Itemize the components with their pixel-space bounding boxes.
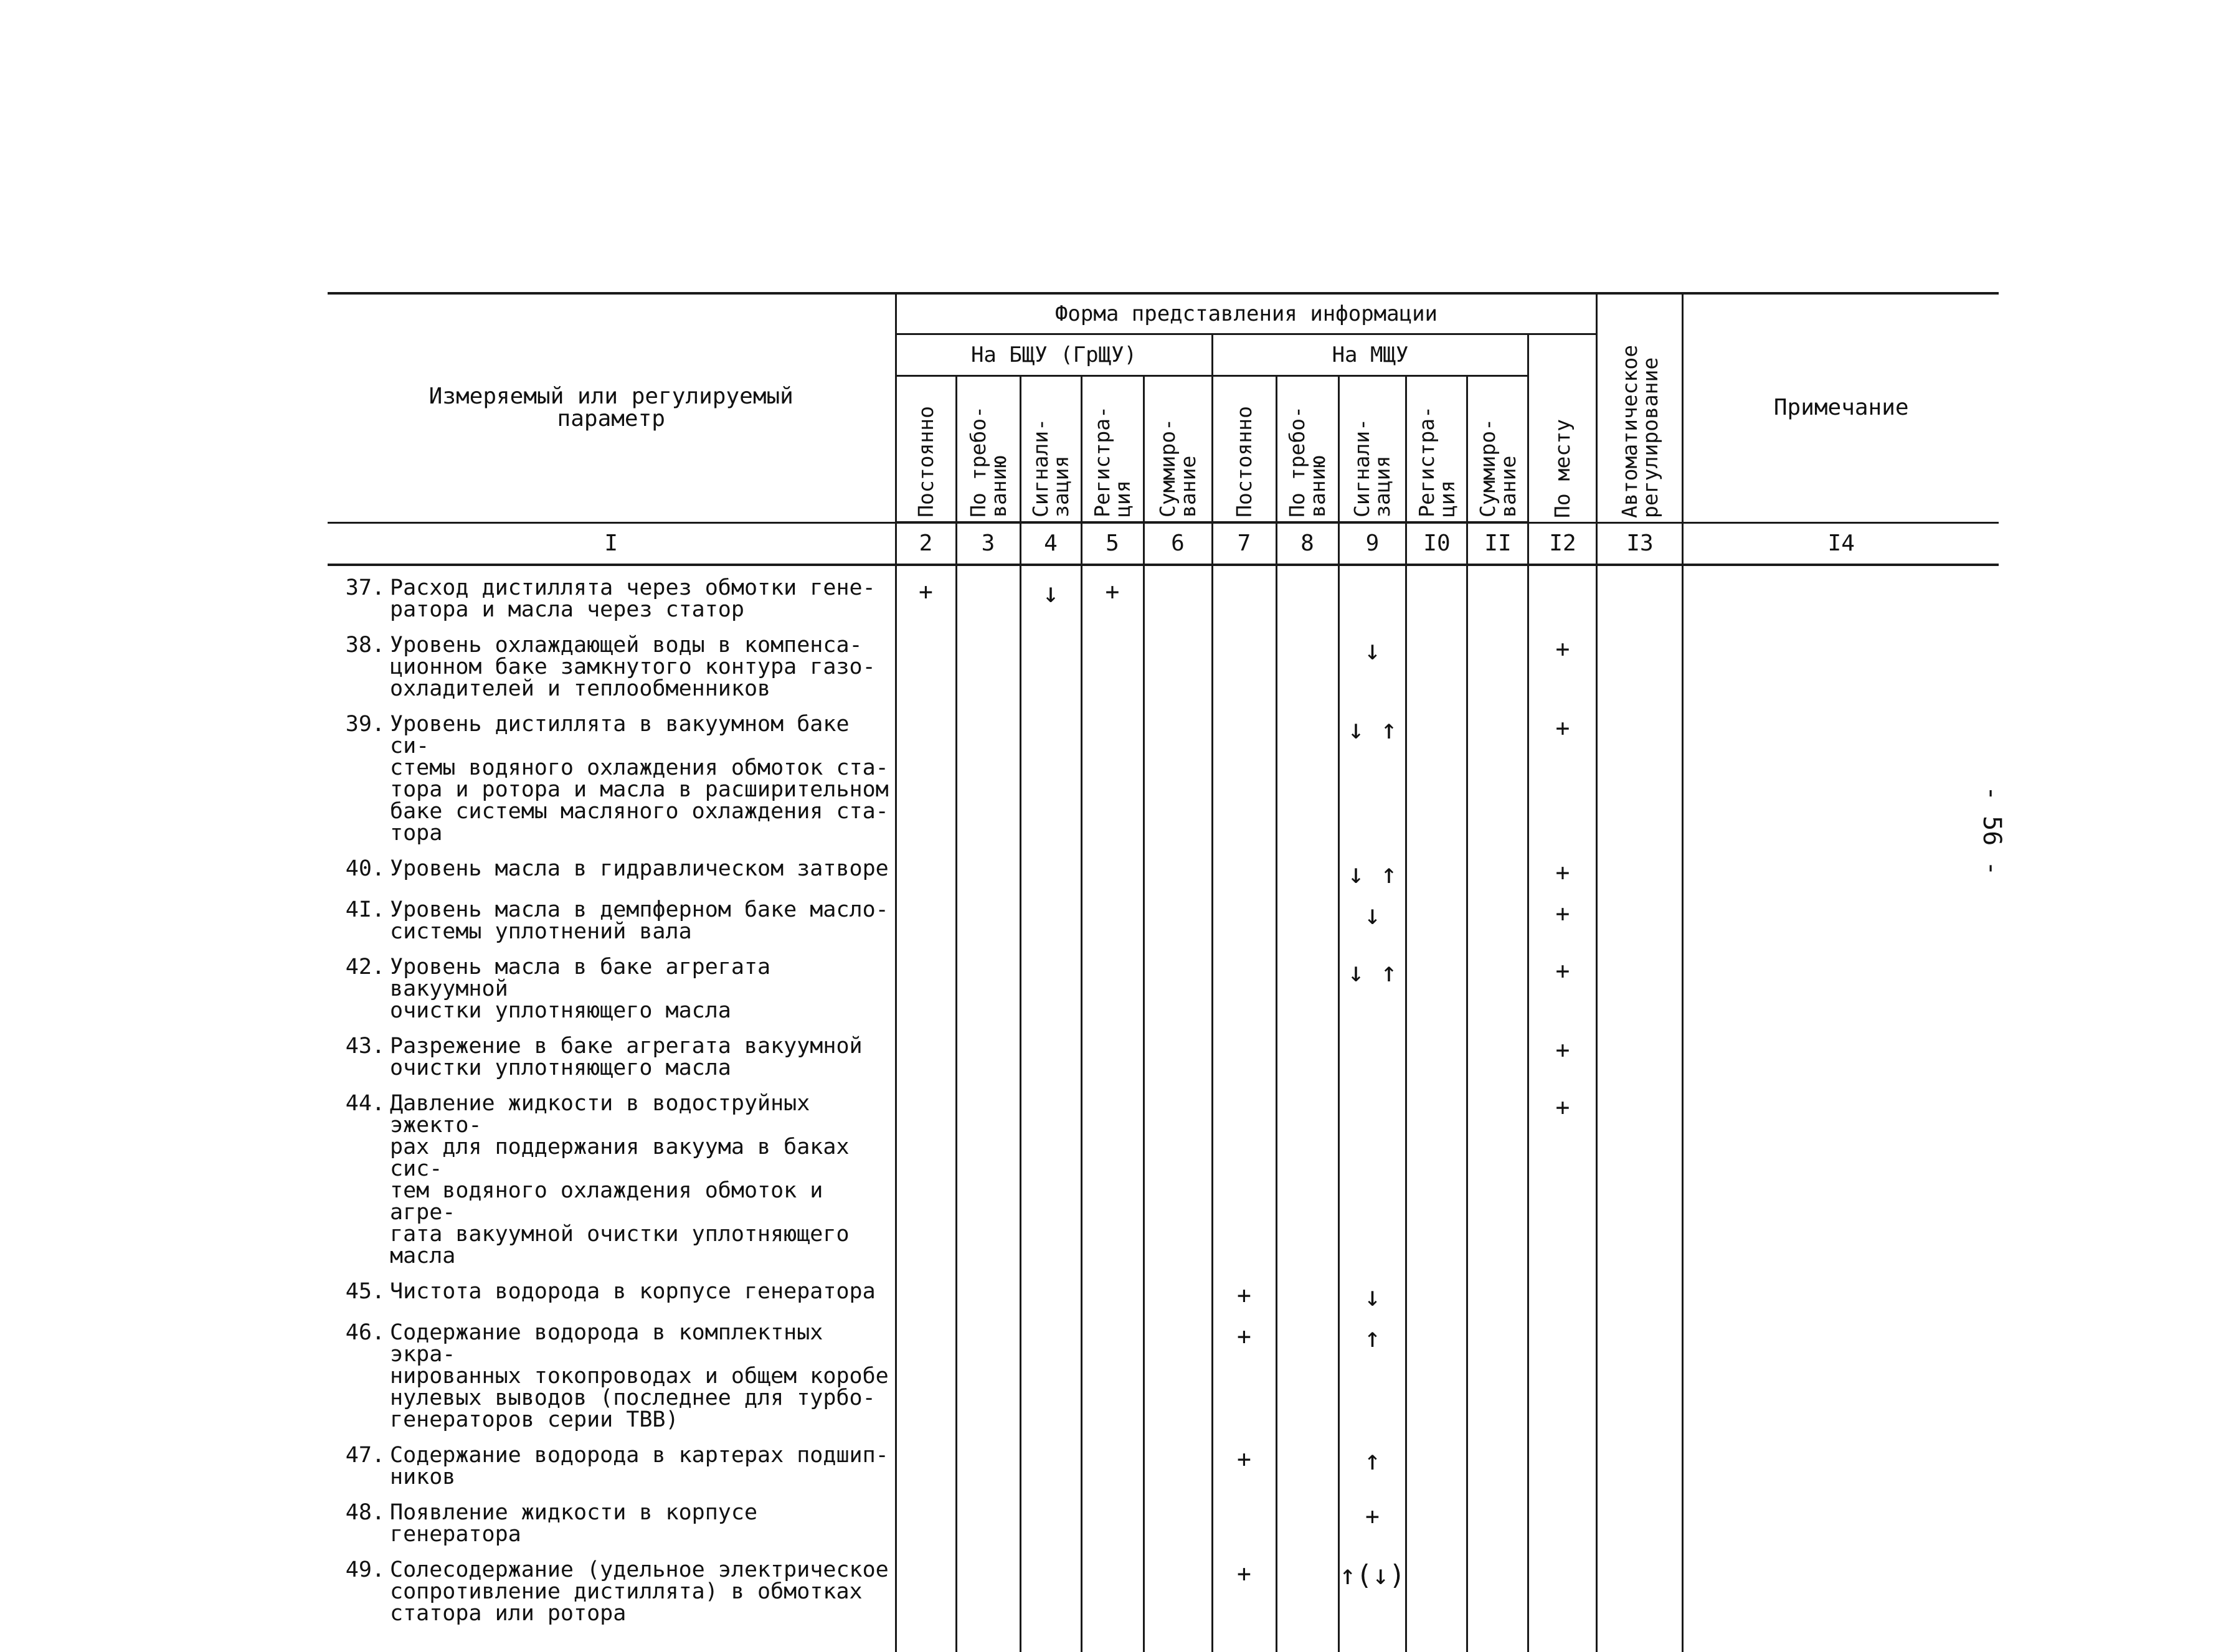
col-number: I4 [1683, 522, 1999, 565]
bshu-on-demand-header: По требо- ванию [956, 376, 1020, 523]
cell-c6 [1144, 702, 1212, 847]
cell-c2 [896, 847, 956, 888]
note-cell [1683, 847, 1999, 888]
cell-c10 [1406, 623, 1467, 702]
parameter-text-line: Уровень масла в демпферном баке масло- [390, 897, 889, 922]
cell-c6 [1144, 945, 1212, 1024]
cell-c5 [1081, 1311, 1144, 1433]
mshu-header: На МЩУ [1212, 334, 1528, 376]
cell-c13 [1597, 1548, 1683, 1627]
cell-c4 [1020, 1433, 1081, 1491]
cell-c11 [1467, 888, 1528, 945]
note-cell [1683, 1270, 1999, 1311]
cell-c11 [1467, 702, 1528, 847]
parameter-text-line: системы уплотнений вала [390, 919, 692, 944]
tail-cell [1212, 1627, 1276, 1652]
parameter-text-line: Появление жидкости в корпусе генератора [390, 1500, 758, 1547]
table-tail [328, 1627, 1999, 1652]
cell-c11 [1467, 945, 1528, 1024]
cell-c10 [1406, 1433, 1467, 1491]
cell-c7 [1212, 1024, 1276, 1082]
cell-c8 [1276, 888, 1338, 945]
cell-c10 [1406, 1548, 1467, 1627]
cell-c12 [1528, 1491, 1597, 1548]
note-cell [1683, 565, 1999, 623]
cell-c3 [956, 1082, 1020, 1270]
mshu-summing-header: Суммиро- вание [1467, 376, 1528, 523]
cell-c12: + [1528, 1082, 1597, 1270]
bshu-summing-header: Суммиро- вание [1144, 376, 1212, 523]
parameter-text-line: Уровень масла в гидравлическом затворе [390, 856, 889, 881]
cell-c9: ↓ ↑ [1338, 847, 1406, 888]
cell-c9: ↓ ↑ [1338, 702, 1406, 847]
cell-c13 [1597, 1491, 1683, 1548]
cell-c6 [1144, 1491, 1212, 1548]
col-number: II [1467, 522, 1528, 565]
note-cell [1683, 1548, 1999, 1627]
cell-c7 [1212, 945, 1276, 1024]
cell-c2 [896, 1548, 956, 1627]
cell-c3 [956, 565, 1020, 623]
cell-c13 [1597, 1270, 1683, 1311]
parameter-text-line: Давление жидкости в водоструйных эжекто- [390, 1091, 810, 1138]
cell-c9: ↓ [1338, 623, 1406, 702]
parameter-text-line: тем водяного охлаждения обмоток и агре- [390, 1178, 823, 1225]
parameter-text-line: очистки уплотняющего масла [390, 1055, 731, 1080]
cell-c8 [1276, 1433, 1338, 1491]
bshu-register-header: Регистра- ция [1081, 376, 1144, 523]
cell-c9: ↑(↓) [1338, 1548, 1406, 1627]
table-row [328, 1082, 1999, 1270]
parameter-cell [328, 1082, 896, 1270]
cell-c11 [1467, 1082, 1528, 1270]
cell-c7 [1212, 847, 1276, 888]
cell-c2 [896, 1311, 956, 1433]
parameter-text-line: охладителей и теплообменников [390, 676, 771, 701]
cell-c9: ↓ [1338, 888, 1406, 945]
col-number: 2 [896, 522, 956, 565]
tail-cell [896, 1627, 956, 1652]
cell-c5 [1081, 702, 1144, 847]
cell-c13 [1597, 888, 1683, 945]
cell-c6 [1144, 1433, 1212, 1491]
note-cell [1683, 1082, 1999, 1270]
table-row [328, 1433, 1999, 1491]
cell-c13 [1597, 1024, 1683, 1082]
cell-c4 [1020, 1491, 1081, 1548]
cell-c3 [956, 945, 1020, 1024]
cell-c5 [1081, 1433, 1144, 1491]
cell-c8 [1276, 702, 1338, 847]
col-number: 8 [1276, 522, 1338, 565]
cell-c8 [1276, 623, 1338, 702]
cell-c12: + [1528, 702, 1597, 847]
page-number: - 56 - [1978, 786, 2006, 876]
cell-c2 [896, 1082, 956, 1270]
col-number: 6 [1144, 522, 1212, 565]
note-cell [1683, 945, 1999, 1024]
cell-c12 [1528, 1311, 1597, 1433]
table-row [328, 1548, 1999, 1627]
cell-c4 [1020, 888, 1081, 945]
tail-cell [956, 1627, 1020, 1652]
form-group-header: Форма представления информации [896, 293, 1597, 334]
cell-c7 [1212, 888, 1276, 945]
parameter-text-line: Разрежение в баке агрегата вакуумной [390, 1034, 863, 1059]
parameter-text-line: ционном баке замкнутого контура газо- [390, 654, 876, 679]
cell-c7: + [1212, 1548, 1276, 1627]
cell-c3 [956, 1270, 1020, 1311]
col-number: I2 [1528, 522, 1597, 565]
bshu-header: На БЩУ (ГрЩУ) [896, 334, 1212, 376]
cell-c9 [1338, 1024, 1406, 1082]
cell-c8 [1276, 1082, 1338, 1270]
row-number: 43. [345, 1034, 385, 1059]
cell-c13 [1597, 565, 1683, 623]
cell-c11 [1467, 565, 1528, 623]
row-number: 39. [345, 712, 385, 737]
cell-c3 [956, 847, 1020, 888]
cell-c7 [1212, 1491, 1276, 1548]
cell-c8 [1276, 1491, 1338, 1548]
cell-c8 [1276, 945, 1338, 1024]
cell-c9 [1338, 565, 1406, 623]
row-number: 4I. [345, 897, 385, 922]
tail-cell [1683, 1627, 1999, 1652]
note-cell [1683, 1024, 1999, 1082]
cell-c13 [1597, 1311, 1683, 1433]
local-header: По месту [1528, 334, 1597, 523]
col-number: I0 [1406, 522, 1467, 565]
cell-c10 [1406, 565, 1467, 623]
table-row [328, 565, 1999, 623]
note-header: Примечание [1683, 293, 1999, 522]
cell-c13 [1597, 702, 1683, 847]
row-number: 37. [345, 575, 385, 600]
parameter-text-line: тора и ротора и масла в расширительном [390, 777, 889, 802]
tail-cell [1276, 1627, 1338, 1652]
note-cell [1683, 702, 1999, 847]
cell-c2 [896, 702, 956, 847]
tail-cell [1338, 1627, 1406, 1652]
cell-c12: + [1528, 623, 1597, 702]
cell-c2: + [896, 565, 956, 623]
parameter-cell [328, 1311, 896, 1433]
cell-c7: + [1212, 1433, 1276, 1491]
parameter-header: Измеряемый или регулируемый параметр [328, 293, 896, 522]
cell-c5 [1081, 888, 1144, 945]
cell-c7: + [1212, 1270, 1276, 1311]
cell-c3 [956, 702, 1020, 847]
cell-c10 [1406, 888, 1467, 945]
cell-c5 [1081, 623, 1144, 702]
cell-c11 [1467, 1270, 1528, 1311]
cell-c5 [1081, 1548, 1144, 1627]
cell-c12 [1528, 565, 1597, 623]
table-body [328, 565, 1999, 1652]
parameter-text-line: ратора и масла через статор [390, 597, 744, 622]
parameter-cell [328, 1024, 896, 1082]
cell-c10 [1406, 1082, 1467, 1270]
parameter-text-line: масла [390, 1244, 456, 1268]
cell-c2 [896, 1024, 956, 1082]
cell-c11 [1467, 623, 1528, 702]
cell-c4 [1020, 1311, 1081, 1433]
cell-c4 [1020, 945, 1081, 1024]
cell-c10 [1406, 1311, 1467, 1433]
tail-cell [1020, 1627, 1081, 1652]
row-number: 46. [345, 1320, 385, 1345]
row-number: 40. [345, 856, 385, 881]
cell-c3 [956, 623, 1020, 702]
cell-c9: ↑ [1338, 1311, 1406, 1433]
parameter-cell [328, 945, 896, 1024]
cell-c3 [956, 1548, 1020, 1627]
cell-c9: ↓ [1338, 1270, 1406, 1311]
cell-c3 [956, 1024, 1020, 1082]
cell-c12: + [1528, 888, 1597, 945]
cell-c11 [1467, 1433, 1528, 1491]
parameter-text-line: нулевых выводов (последнее для турбо- [390, 1385, 876, 1410]
tail-cell [1144, 1627, 1212, 1652]
parameter-table [328, 292, 1999, 1652]
cell-c10 [1406, 1024, 1467, 1082]
auto-regulation-header: Автоматическое регулирование [1597, 293, 1683, 522]
parameter-text-line: Уровень охлаждающей воды в компенса- [390, 633, 863, 658]
cell-c6 [1144, 1024, 1212, 1082]
row-number: 47. [345, 1443, 385, 1468]
parameter-text-line: статора или ротора [390, 1601, 627, 1626]
row-number: 44. [345, 1091, 385, 1116]
cell-c10 [1406, 702, 1467, 847]
parameter-text-line: баке системы масляного охлаждения ста- [390, 799, 889, 824]
parameter-cell [328, 623, 896, 702]
parameter-cell [328, 565, 896, 623]
cell-c13 [1597, 945, 1683, 1024]
cell-c6 [1144, 1082, 1212, 1270]
cell-c6 [1144, 888, 1212, 945]
cell-c5 [1081, 847, 1144, 888]
tail-cell [1467, 1627, 1528, 1652]
parameter-text-line: очистки уплотняющего масла [390, 998, 731, 1023]
cell-c4: ↓ [1020, 565, 1081, 623]
parameter-text-line: гата вакуумной очистки уплотняющего [390, 1222, 850, 1247]
parameter-text-line: сопротивление дистиллята) в обмотках [390, 1579, 863, 1604]
col-number: I3 [1597, 522, 1683, 565]
parameter-text-line: ников [390, 1465, 456, 1489]
cell-c12 [1528, 1433, 1597, 1491]
cell-c10 [1406, 1491, 1467, 1548]
cell-c9 [1338, 1082, 1406, 1270]
row-number: 48. [345, 1500, 385, 1525]
cell-c10 [1406, 945, 1467, 1024]
row-number: 45. [345, 1279, 385, 1304]
table-row [328, 1491, 1999, 1548]
cell-c6 [1144, 565, 1212, 623]
tail-cell [328, 1627, 896, 1652]
cell-c2 [896, 1270, 956, 1311]
cell-c5 [1081, 1024, 1144, 1082]
cell-c4 [1020, 1082, 1081, 1270]
parameter-text-line: генераторов серии ТВВ) [390, 1407, 679, 1432]
row-number: 38. [345, 633, 385, 658]
cell-c12 [1528, 1548, 1597, 1627]
cell-c8 [1276, 1311, 1338, 1433]
cell-c11 [1467, 1491, 1528, 1548]
cell-c4 [1020, 702, 1081, 847]
cell-c11 [1467, 1548, 1528, 1627]
parameter-text-line: Содержание водорода в картерах подшип- [390, 1443, 889, 1468]
bshu-signal-header: Сигнали- зация [1020, 376, 1081, 523]
cell-c4 [1020, 1548, 1081, 1627]
parameter-text-line: тора [390, 821, 443, 846]
parameter-cell [328, 1491, 896, 1548]
table-row [328, 623, 1999, 702]
cell-c9: + [1338, 1491, 1406, 1548]
mshu-signal-header: Сигнали- зация [1338, 376, 1406, 523]
parameter-cell [328, 702, 896, 847]
cell-c12: + [1528, 945, 1597, 1024]
parameter-text-line: стемы водяного охлаждения обмоток ста- [390, 755, 889, 780]
parameter-text-line: Содержание водорода в комплектных экра- [390, 1320, 823, 1367]
cell-c8 [1276, 847, 1338, 888]
note-cell [1683, 1491, 1999, 1548]
cell-c3 [956, 888, 1020, 945]
cell-c4 [1020, 1270, 1081, 1311]
note-cell [1683, 623, 1999, 702]
parameter-cell [328, 1548, 896, 1627]
cell-c10 [1406, 847, 1467, 888]
cell-c2 [896, 1491, 956, 1548]
cell-c3 [956, 1311, 1020, 1433]
cell-c8 [1276, 1548, 1338, 1627]
cell-c6 [1144, 1548, 1212, 1627]
cell-c7: + [1212, 1311, 1276, 1433]
cell-c11 [1467, 847, 1528, 888]
mshu-constant-header: Постоянно [1212, 376, 1276, 523]
cell-c2 [896, 945, 956, 1024]
cell-c2 [896, 623, 956, 702]
cell-c2 [896, 888, 956, 945]
cell-c11 [1467, 1311, 1528, 1433]
mshu-on-demand-header: По требо- ванию [1276, 376, 1338, 523]
parameter-cell [328, 1433, 896, 1491]
cell-c7 [1212, 702, 1276, 847]
table-row [328, 1270, 1999, 1311]
table-row [328, 945, 1999, 1024]
tail-cell [1528, 1627, 1597, 1652]
cell-c11 [1467, 1024, 1528, 1082]
cell-c6 [1144, 623, 1212, 702]
parameter-text-line: рах для поддержания вакуума в баках сис- [390, 1135, 850, 1181]
parameter-text-line: Чистота водорода в корпусе генератора [390, 1279, 876, 1304]
cell-c13 [1597, 1082, 1683, 1270]
col-number: I [328, 522, 896, 565]
cell-c7 [1212, 1082, 1276, 1270]
cell-c7 [1212, 623, 1276, 702]
cell-c10 [1406, 1270, 1467, 1311]
cell-c8 [1276, 1024, 1338, 1082]
bshu-constant-header: Постоянно [896, 376, 956, 523]
cell-c4 [1020, 1024, 1081, 1082]
note-cell [1683, 1433, 1999, 1491]
parameter-cell [328, 1270, 896, 1311]
row-number: 49. [345, 1557, 385, 1582]
row-number: 42. [345, 955, 385, 979]
cell-c5 [1081, 1491, 1144, 1548]
col-number: 3 [956, 522, 1020, 565]
cell-c13 [1597, 1433, 1683, 1491]
cell-c7 [1212, 565, 1276, 623]
cell-c13 [1597, 623, 1683, 702]
parameter-text-line: Расход дистиллята через обмотки гене- [390, 575, 876, 600]
cell-c5 [1081, 1082, 1144, 1270]
cell-c12: + [1528, 1024, 1597, 1082]
note-cell [1683, 888, 1999, 945]
tail-cell [1406, 1627, 1467, 1652]
col-number: 4 [1020, 522, 1081, 565]
cell-c4 [1020, 623, 1081, 702]
parameter-text-line: Солесодержание (удельное электрическое [390, 1557, 889, 1582]
cell-c12: + [1528, 847, 1597, 888]
table-row [328, 1311, 1999, 1433]
cell-c5 [1081, 1270, 1144, 1311]
cell-c9: ↑ [1338, 1433, 1406, 1491]
cell-c13 [1597, 847, 1683, 888]
cell-c5 [1081, 945, 1144, 1024]
parameter-text-line: нированных токопроводах и общем коробе [390, 1364, 889, 1389]
parameter-text-line: Уровень дистиллята в вакуумном баке си- [390, 712, 850, 758]
col-number: 5 [1081, 522, 1144, 565]
note-cell [1683, 1311, 1999, 1433]
cell-c8 [1276, 565, 1338, 623]
cell-c4 [1020, 847, 1081, 888]
cell-c12 [1528, 1270, 1597, 1311]
tail-cell [1081, 1627, 1144, 1652]
table-row [328, 1024, 1999, 1082]
cell-c8 [1276, 1270, 1338, 1311]
cell-c6 [1144, 847, 1212, 888]
table-row [328, 888, 1999, 945]
parameter-text-line: Уровень масла в баке агрегата вакуумной [390, 955, 771, 1001]
parameter-cell [328, 888, 896, 945]
cell-c5: + [1081, 565, 1144, 623]
cell-c3 [956, 1433, 1020, 1491]
cell-c9: ↓ ↑ [1338, 945, 1406, 1024]
mshu-register-header: Регистра- ция [1406, 376, 1467, 523]
cell-c6 [1144, 1270, 1212, 1311]
tail-cell [1597, 1627, 1683, 1652]
col-number: 7 [1212, 522, 1276, 565]
parameter-cell [328, 847, 896, 888]
cell-c2 [896, 1433, 956, 1491]
table-row [328, 847, 1999, 888]
table-row [328, 702, 1999, 847]
cell-c3 [956, 1491, 1020, 1548]
cell-c6 [1144, 1311, 1212, 1433]
col-number: 9 [1338, 522, 1406, 565]
